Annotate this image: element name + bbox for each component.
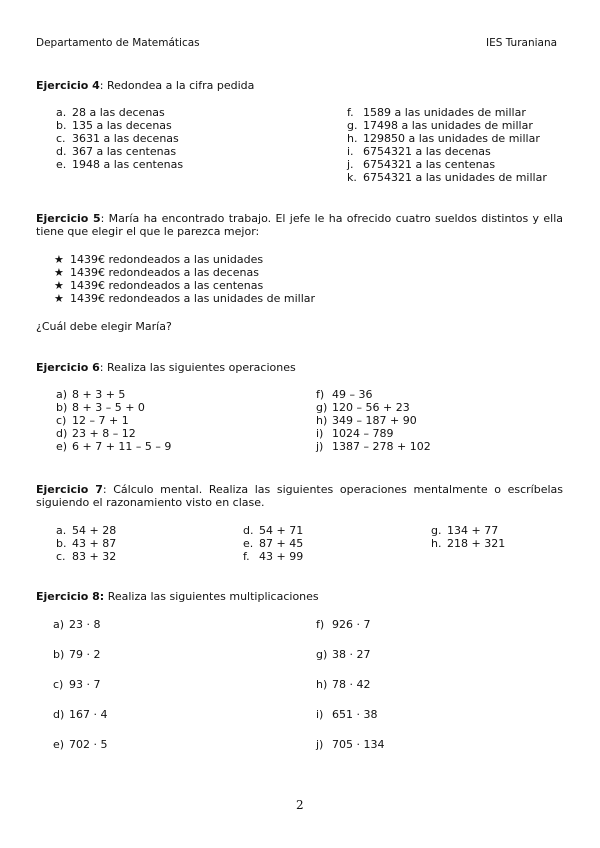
list-item: a. 28 a las decenas — [56, 106, 165, 119]
list-item: d) 23 + 8 – 12 — [56, 427, 136, 440]
list-item: a) 23 · 8 — [53, 618, 101, 631]
list-item: i. 6754321 a las decenas — [347, 145, 491, 158]
list-item: j) 705 · 134 — [316, 738, 385, 751]
header-department: Departamento de Matemáticas — [36, 37, 200, 49]
ex7-instruction: : Cálculo mental. Realiza las siguientes operaciones mentalmente o escríbelas siguiendo el razonamiento visto en clase. — [36, 483, 563, 509]
star-icon: ★ — [54, 253, 64, 266]
list-item: a) 8 + 3 + 5 — [56, 388, 126, 401]
ex4-heading — [36, 79, 254, 92]
list-item: a. 54 + 28 — [56, 524, 117, 537]
ex6-col2 — [316, 388, 431, 453]
ex8-instruction: Realiza las siguientes multiplicaciones — [104, 590, 319, 603]
ex4-col1 — [56, 106, 183, 171]
ex4-title: Ejercicio 4 — [36, 79, 100, 92]
ex7-col1 — [56, 524, 116, 563]
list-item: h) 78 · 42 — [316, 678, 371, 691]
list-item: d. 54 + 71 — [243, 524, 304, 537]
ex6-title: Ejercicio 6 — [36, 361, 100, 374]
ex5-list — [54, 253, 315, 305]
list-item: i) 651 · 38 — [316, 708, 378, 721]
list-item: f) 926 · 7 — [316, 618, 371, 631]
list-item: d) 167 · 4 — [53, 708, 108, 721]
list-item: c. 3631 a las decenas — [56, 132, 179, 145]
list-item: i) 1024 – 789 — [316, 427, 394, 440]
list-item: h. 218 + 321 — [431, 537, 506, 550]
ex6-instruction: : Realiza las siguientes operaciones — [99, 361, 296, 374]
ex7-heading — [36, 483, 563, 509]
list-item: f) 49 – 36 — [316, 388, 373, 401]
list-item: g. 17498 a las unidades de millar — [347, 119, 533, 132]
ex5-title: Ejercicio 5 — [36, 212, 101, 225]
list-item: ★ 1439€ redondeados a las unidades de millar — [54, 292, 316, 305]
page-number: 2 — [296, 798, 304, 812]
list-item: c. 83 + 32 — [56, 550, 117, 563]
list-item: ★ 1439€ redondeados a las decenas — [54, 266, 259, 279]
list-item: e. 1948 a las centenas — [56, 158, 184, 171]
list-item: j. 6754321 a las centenas — [347, 158, 496, 171]
list-item: e) 702 · 5 — [53, 738, 108, 751]
ex8-title: Ejercicio 8: — [36, 590, 105, 603]
list-item: b) 79 · 2 — [53, 648, 101, 661]
list-item: g) 38 · 27 — [316, 648, 371, 661]
list-item: ★ 1439€ redondeados a las unidades — [54, 253, 264, 266]
list-item: c) 93 · 7 — [53, 678, 101, 691]
list-item: f. 1589 a las unidades de millar — [347, 106, 526, 119]
list-item: h) 349 – 187 + 90 — [316, 414, 417, 427]
list-item: j) 1387 – 278 + 102 — [316, 440, 431, 453]
ex6-col1 — [56, 388, 171, 453]
star-icon: ★ — [54, 279, 64, 292]
list-item: h. 129850 a las unidades de millar — [347, 132, 540, 145]
list-item: k. 6754321 a las unidades de millar — [347, 171, 547, 184]
ex4-col2 — [347, 106, 547, 184]
list-item: e. 87 + 45 — [243, 537, 304, 550]
header-school: IES Turaniana — [486, 37, 558, 49]
list-item: b. 135 a las decenas — [56, 119, 172, 132]
list-item: g) 120 – 56 + 23 — [316, 401, 410, 414]
ex7-col3 — [431, 524, 505, 550]
list-item: b) 8 + 3 – 5 + 0 — [56, 401, 145, 414]
list-item: g. 134 + 77 — [431, 524, 499, 537]
ex5-heading — [36, 212, 563, 238]
list-item: c) 12 – 7 + 1 — [56, 414, 129, 427]
list-item: d. 367 a las centenas — [56, 145, 177, 158]
ex8-heading — [36, 590, 319, 603]
ex6-heading — [36, 361, 296, 374]
star-icon: ★ — [54, 292, 64, 305]
ex7-col2 — [243, 524, 303, 563]
list-item: e) 6 + 7 + 11 – 5 – 9 — [56, 440, 172, 453]
ex5-question: ¿Cuál debe elegir María? — [36, 320, 172, 333]
list-item: f. 43 + 99 — [243, 550, 304, 563]
ex4-instruction: : Redondea a la cifra pedida — [99, 79, 255, 92]
list-item: b. 43 + 87 — [56, 537, 117, 550]
ex5-instruction: : María ha encontrado trabajo. El jefe le ha ofrecido cuatro sueldos distintos y ella tiene que elegir el que le parezca mejor: — [36, 212, 563, 238]
star-icon: ★ — [54, 266, 64, 279]
ex7-title: Ejercicio 7 — [36, 483, 103, 496]
list-item: ★ 1439€ redondeados a las centenas — [54, 279, 264, 292]
